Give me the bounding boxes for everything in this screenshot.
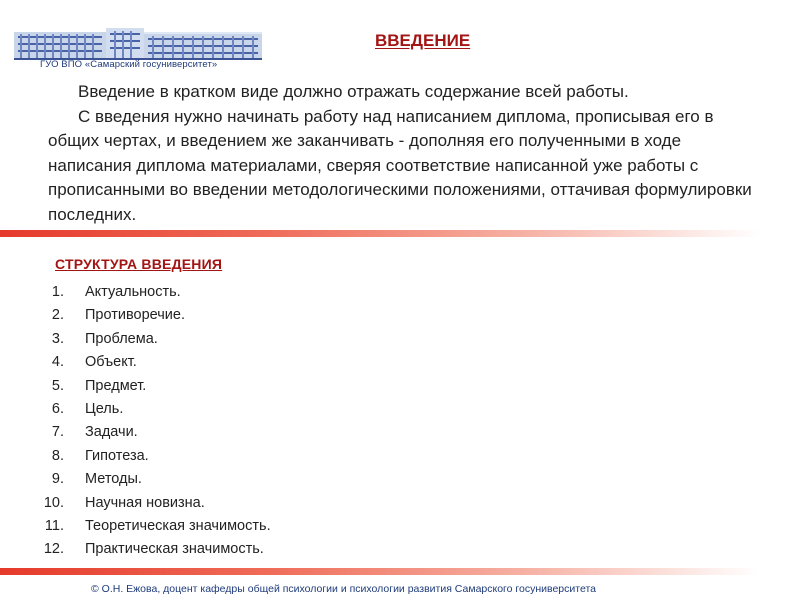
list-item (30, 281, 271, 304)
list-item-label: Научная новизна. (85, 494, 205, 511)
list-item-number: 6. (51, 400, 64, 417)
list-item-number: 12. (43, 541, 64, 558)
list-item (30, 515, 271, 538)
list-item-label: Противоречие. (85, 307, 185, 324)
list-item-number: 4. (51, 354, 64, 371)
list-item-label: Методы. (85, 471, 142, 488)
list-item-number: 8. (51, 447, 64, 464)
list-item-number: 9. (51, 471, 64, 488)
list-item (30, 304, 271, 327)
divider-line-top (0, 230, 760, 237)
page-title: ВВЕДЕНИЕ (375, 31, 471, 50)
list-item (30, 375, 271, 398)
logo-caption: ГУО ВПО «Самарский госуниверситет» (40, 59, 218, 70)
list-item-label: Практическая значимость. (85, 541, 264, 558)
list-item (30, 468, 271, 491)
structure-list (30, 281, 271, 562)
list-item (30, 351, 271, 374)
list-item-label: Актуальность. (85, 284, 181, 300)
list-item-label: Объект. (85, 354, 137, 371)
list-item (30, 421, 271, 444)
university-building-logo (14, 26, 262, 60)
list-item-number: 3. (51, 330, 64, 347)
structure-heading: СТРУКТУРА ВВЕДЕНИЯ (55, 256, 223, 272)
list-item-label: Цель. (85, 400, 124, 417)
list-item-number: 7. (51, 424, 64, 441)
intro-paragraph-2: С введения нужно начинать работу над написанием диплома, прописывая его в общих чертах, и введением же заканчивать - дополняя его полученными в ходе написания диплома материалами, сверяя соответствие написанной уже работы с прописанными во введении методологическими положениями, оттачивая формулировки последних. (48, 106, 752, 224)
footer-copyright: © О.Н. Ежова, доцент кафедры общей психологии и психологии развития Самарского госуниверситета (91, 583, 596, 595)
divider-line-bottom (0, 568, 760, 575)
intro-paragraph-1: Введение в кратком виде должно отражать содержание всей работы. (78, 82, 629, 101)
list-item-number: 11. (44, 517, 64, 534)
intro-text (48, 80, 760, 227)
list-item-label: Проблема. (85, 330, 158, 347)
list-item-number: 5. (51, 377, 64, 394)
list-item-label: Задачи. (85, 424, 138, 441)
list-item-label: Предмет. (85, 377, 147, 394)
list-item-number: 1. (51, 284, 64, 300)
list-item (30, 328, 271, 351)
list-item-number: 2. (51, 307, 64, 324)
list-item-label: Гипотеза. (85, 447, 149, 464)
list-item-number: 10. (43, 494, 64, 511)
list-item (30, 445, 271, 468)
list-item (30, 398, 271, 421)
list-item (30, 492, 271, 515)
list-item (30, 538, 271, 561)
list-item-label: Теоретическая значимость. (85, 517, 271, 534)
